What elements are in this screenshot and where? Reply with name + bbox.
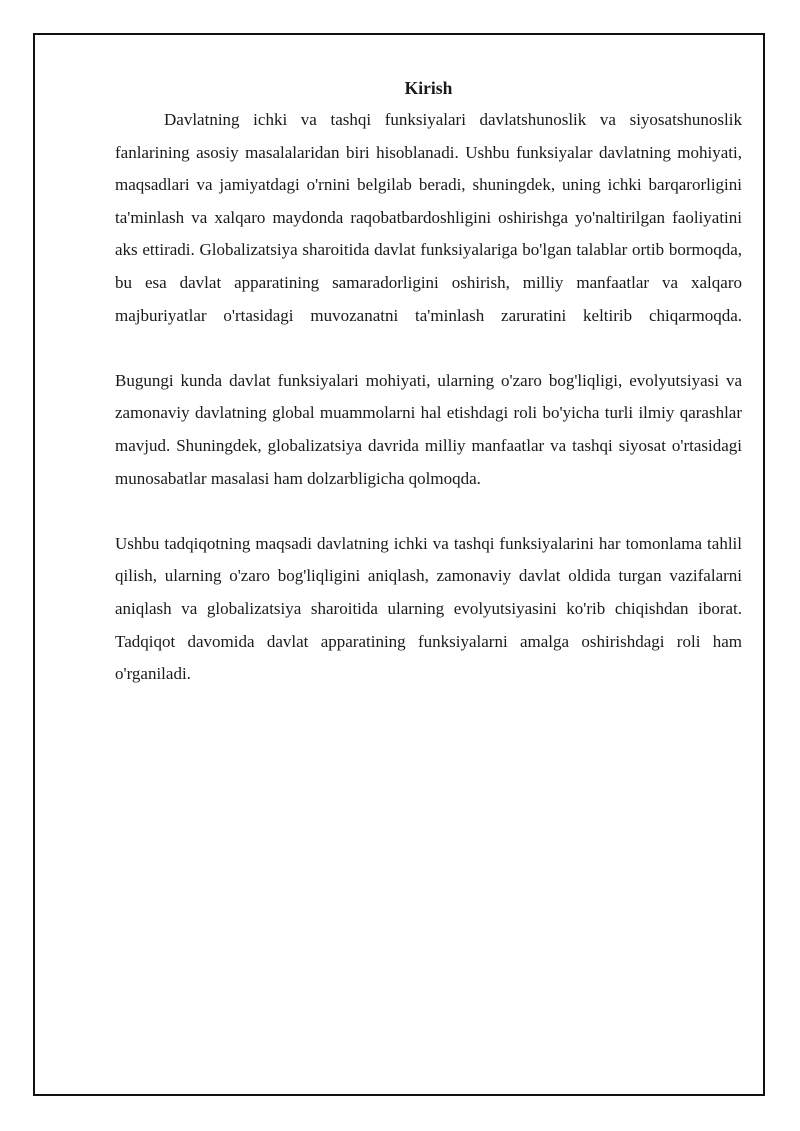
document-body	[115, 72, 742, 691]
document-title: Kirish	[404, 78, 453, 98]
paragraph-1: Davlatning ichki va tashqi funksiyalari davlatshunoslik va siyosatshunoslik fanlarining asosiy masalalaridan biri hisoblanadi. Ushbu funksiyalar davlatning mohiyati, maqsadlari va jamiyatdagi o'rnini belgilab beradi, shuningdek, uning ichki barqarorligini ta'minlash va xalqaro maydonda raqobatbardoshligini oshirishga yo'naltirilgan faoliyatini aks ettiradi. Globalizatsiya sharoitida davlat funksiyalariga bo'lgan talablar ortib bormoqda, bu esa davlat apparatining samaradorligini oshirish, milliy manfaatlar va xalqaro majburiyatlar o'rtasidagi muvozanatni ta'minlash zaruratini keltirib chiqarmoqda.	[115, 110, 742, 325]
paragraph-gap	[115, 332, 742, 365]
paragraph-gap	[115, 495, 742, 528]
paragraph-3: Ushbu tadqiqotning maqsadi davlatning ichki va tashqi funksiyalarini har tomonlama tahlil qilish, ularning o'zaro bog'liqligini aniqlash, zamonaviy davlat oldida turgan vazifalarni aniqlash va globalizatsiya sharoitida ularning evolyutsiyasini ko'rib chiqishdan iborat. Tadqiqot davomida davlat apparatining funksiyalarni amalga oshirishdagi roli ham o'rganiladi.	[115, 533, 742, 684]
paragraph-2: Bugungi kunda davlat funksiyalari mohiyati, ularning o'zaro bog'liqligi, evolyutsiyasi va zamonaviy davlatning global muammolarni hal etishdagi roli bo'yicha turli ilmiy qarashlar mavjud. Shuningdek, globalizatsiya davrida milliy manfaatlar va tashqi siyosat o'rtasidagi munosabatlar masalasi ham dolzarbligicha qolmoqda.	[115, 370, 742, 488]
